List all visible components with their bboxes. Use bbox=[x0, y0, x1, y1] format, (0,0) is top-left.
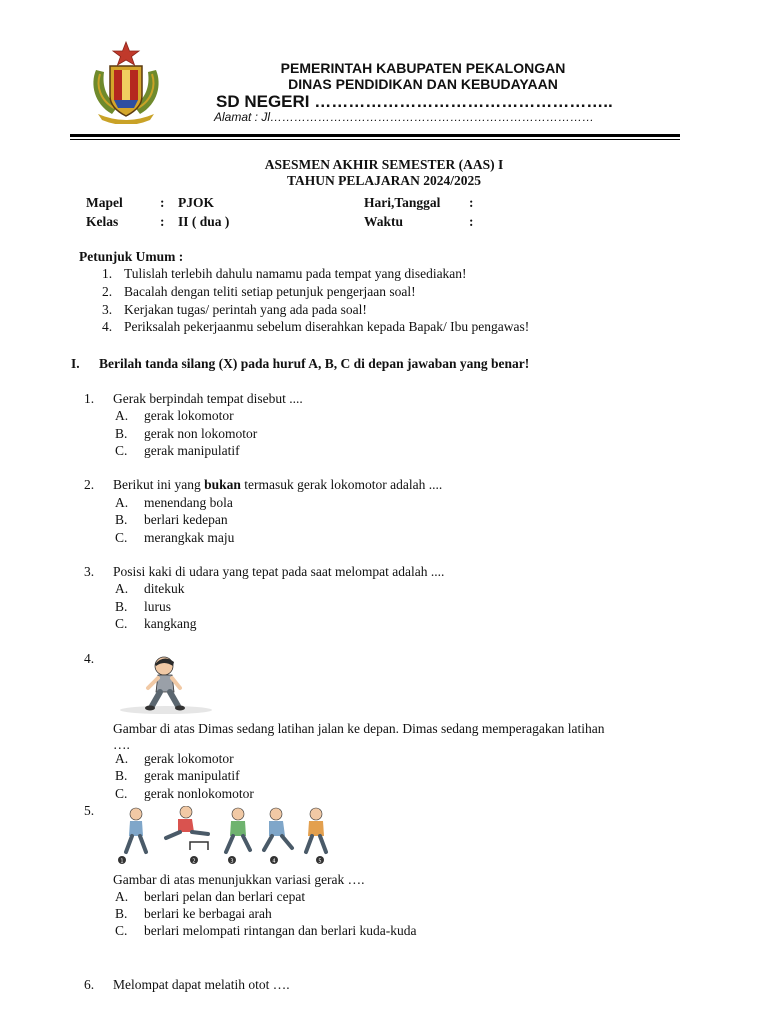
option-letter: B. bbox=[115, 426, 128, 441]
step-marker-number: 2 bbox=[192, 858, 196, 865]
option-letter: B. bbox=[115, 768, 128, 783]
option-letter: C. bbox=[115, 923, 128, 938]
question-text: Gambar di atas menunjukkan variasi gerak …. bbox=[113, 872, 365, 887]
question-text bbox=[113, 476, 442, 493]
petunjuk-text: Kerjakan tugas/ perintah yang ada pada soal! bbox=[124, 302, 367, 317]
runner-figure bbox=[166, 806, 208, 838]
petunjuk-text: Tulislah terlebih dahulu namamu pada tempat yang disediakan! bbox=[124, 266, 467, 281]
question-text: Melompat dapat melatih otot …. bbox=[113, 977, 290, 992]
mapel-label: Mapel bbox=[86, 195, 123, 210]
petunjuk-item bbox=[102, 301, 112, 318]
hari-tanggal-label: Hari,Tanggal bbox=[364, 195, 441, 210]
option-text: gerak lokomotor bbox=[144, 751, 234, 766]
waktu-colon: : bbox=[469, 214, 474, 229]
petunjuk-text: Bacalah dengan teliti setiap petunjuk pengerjaan soal! bbox=[124, 284, 416, 299]
header-divider-thick bbox=[70, 134, 680, 137]
option-text: merangkak maju bbox=[144, 530, 235, 545]
header-divider-thin bbox=[70, 139, 680, 140]
question-number: 2. bbox=[84, 477, 95, 492]
exam-year: TAHUN PELAJARAN 2024/2025 bbox=[286, 173, 481, 188]
section-number: I. bbox=[71, 356, 80, 371]
option-text: ditekuk bbox=[144, 581, 185, 596]
option-letter: C. bbox=[115, 616, 128, 631]
petunjuk-number: 2. bbox=[102, 284, 113, 299]
runner-figure bbox=[264, 808, 292, 850]
option-text: berlari ke berbagai arah bbox=[144, 906, 272, 921]
option-letter: C. bbox=[115, 786, 128, 801]
option-text: gerak nonlokomotor bbox=[144, 786, 254, 801]
mapel-value: PJOK bbox=[178, 195, 214, 210]
header-address: Alamat : Jl……………………………………………………………………… bbox=[214, 110, 595, 124]
petunjuk-heading: Petunjuk Umum : bbox=[79, 249, 184, 264]
header-department-name: DINAS PENDIDIKAN DAN KEBUDAYAAN bbox=[288, 76, 558, 92]
petunjuk-number: 4. bbox=[102, 319, 113, 334]
mapel-colon: : bbox=[160, 195, 165, 210]
option-letter: B. bbox=[115, 599, 128, 614]
option-letter: A. bbox=[115, 751, 129, 766]
question-text: Gambar di atas Dimas sedang latihan jalan ke depan. Dimas sedang memperagakan latihan bbox=[113, 721, 605, 736]
runner-figure bbox=[126, 808, 146, 852]
option-text: gerak manipulatif bbox=[144, 443, 240, 458]
question-number: 4. bbox=[84, 651, 95, 666]
question-text-emphasis: bukan bbox=[204, 477, 241, 492]
question-text: Posisi kaki di udara yang tepat pada saat melompat adalah .... bbox=[113, 564, 445, 579]
step-marker-number: 5 bbox=[318, 858, 322, 865]
kelas-colon: : bbox=[160, 214, 165, 229]
option-letter: A. bbox=[115, 581, 129, 596]
option-text: kangkang bbox=[144, 616, 197, 631]
hari-tanggal-colon: : bbox=[469, 195, 474, 210]
petunjuk-item bbox=[102, 283, 112, 300]
option-text: menendang bola bbox=[144, 495, 233, 510]
kelas-label: Kelas bbox=[86, 214, 119, 229]
kelas-value: II ( dua ) bbox=[178, 214, 230, 229]
option-text: lurus bbox=[144, 599, 171, 614]
question-text-start: Berikut ini yang bbox=[113, 477, 205, 492]
regency-coat-of-arms-logo bbox=[88, 40, 164, 124]
hurdle-icon bbox=[190, 842, 208, 850]
step-marker-number: 4 bbox=[272, 858, 276, 865]
option-letter: C. bbox=[115, 530, 128, 545]
question-text: Gerak berpindah tempat disebut .... bbox=[113, 391, 303, 406]
question-number: 1. bbox=[84, 391, 95, 406]
question-number: 6. bbox=[84, 977, 95, 992]
step-marker-number: 1 bbox=[120, 858, 124, 865]
exam-title: ASESMEN AKHIR SEMESTER (AAS) I bbox=[264, 157, 504, 172]
option-text: berlari melompati rintangan dan berlari kuda-kuda bbox=[144, 923, 417, 938]
section-instruction: Berilah tanda silang (X) pada huruf A, B, C di depan jawaban yang benar! bbox=[99, 356, 530, 371]
option-letter: A. bbox=[115, 889, 129, 904]
question-text-continuation: …. bbox=[113, 737, 130, 752]
option-text: berlari pelan dan berlari cepat bbox=[144, 889, 306, 904]
question-number: 5. bbox=[84, 803, 95, 818]
option-letter: B. bbox=[115, 512, 128, 527]
option-letter: A. bbox=[115, 495, 129, 510]
option-letter: C. bbox=[115, 443, 128, 458]
question-number: 3. bbox=[84, 564, 95, 579]
option-text: gerak manipulatif bbox=[144, 768, 240, 783]
header-school-name: SD NEGERI …………………………………………….. bbox=[216, 92, 613, 111]
header-government-name: PEMERINTAH KABUPATEN PEKALONGAN bbox=[280, 60, 566, 76]
step-marker-number: 3 bbox=[230, 858, 234, 865]
petunjuk-number: 1. bbox=[102, 266, 113, 281]
option-letter: B. bbox=[115, 906, 128, 921]
boy-walking-illustration bbox=[116, 654, 214, 714]
running-hurdles-sequence-illustration bbox=[114, 806, 338, 866]
option-text: gerak lokomotor bbox=[144, 408, 234, 423]
waktu-label: Waktu bbox=[364, 214, 404, 229]
option-letter: A. bbox=[115, 408, 129, 423]
petunjuk-item bbox=[102, 318, 112, 335]
option-text: berlari kedepan bbox=[144, 512, 228, 527]
petunjuk-number: 3. bbox=[102, 302, 113, 317]
option-text: gerak non lokomotor bbox=[144, 426, 258, 441]
petunjuk-item bbox=[102, 265, 112, 282]
runner-figure bbox=[226, 808, 250, 852]
question-text-end: termasuk gerak lokomotor adalah .... bbox=[240, 477, 443, 492]
step-markers bbox=[118, 856, 324, 865]
petunjuk-text: Periksalah pekerjaanmu sebelum diserahkan kepada Bapak/ Ibu pengawas! bbox=[124, 319, 530, 334]
runner-figure bbox=[306, 808, 326, 852]
